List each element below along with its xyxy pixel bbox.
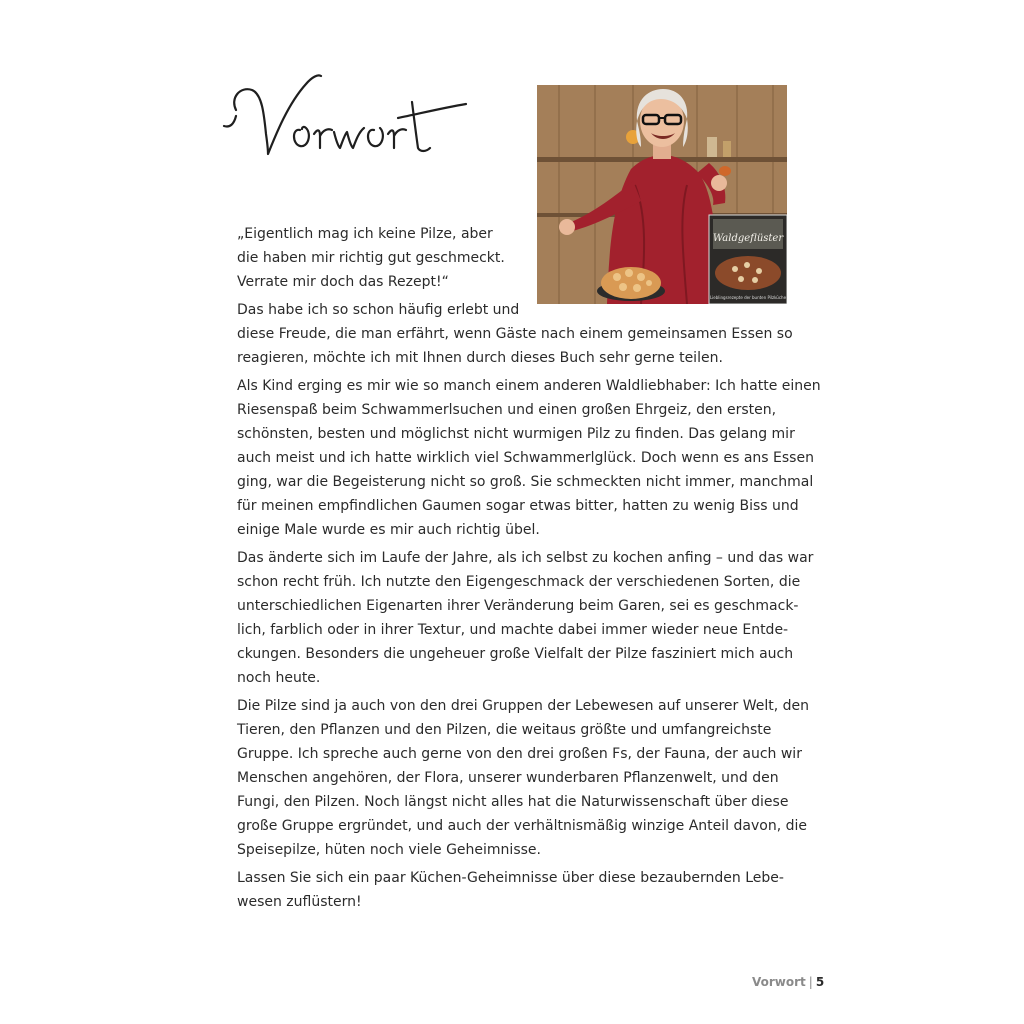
text-line: ging, war die Begeisterung nicht so groß. Sie schmeckten nicht immer, manchmal — [237, 474, 814, 490]
text-line: Die Pilze sind ja auch von den drei Gruppen der Lebewesen auf unserer Welt, den — [237, 698, 810, 714]
page-number: 5 — [815, 975, 825, 989]
text-line: schönsten, besten und möglichst nicht wurmigen Pilz zu finden. Das gelang mir — [237, 426, 795, 442]
text-line: noch heute. — [237, 670, 321, 686]
text-line: diese Freude, die man erfährt, wenn Gäste nach einem gemeinsamen Essen so — [237, 326, 793, 342]
text-line: Fungi, den Pilzen. Noch längst nicht alles hat die Naturwissenschaft über diese — [237, 794, 789, 810]
paragraph-5 — [237, 866, 797, 914]
quote-line: „Eigentlich mag ich keine Pilze, aber — [237, 226, 493, 242]
title-script-graphic — [222, 64, 472, 160]
text-line: große Gruppe ergründet, und auch der verhältnismäßig winzige Anteil davon, die — [237, 818, 807, 834]
book-cover-subtitle: Lieblingsrezepte der bunten Pilzküche — [709, 295, 787, 300]
paragraph-3 — [237, 546, 814, 690]
text-line: wesen zuflüstern! — [237, 894, 362, 910]
book-cover-title: Waldgeflüster — [712, 233, 784, 244]
body-text — [237, 222, 821, 918]
text-line: Riesenspaß beim Schwammerlsuchen und einen großen Ehrgeiz, den ersten, — [237, 402, 777, 418]
page-footer — [752, 973, 824, 991]
text-line: Das änderte sich im Laufe der Jahre, als ich selbst zu kochen anfing – und das war — [237, 550, 814, 566]
footer-chapter-title: Vorwort — [752, 975, 806, 989]
paragraph-1 — [237, 298, 797, 370]
footer-separator: | — [808, 975, 813, 989]
paragraph-2 — [237, 374, 821, 542]
intro-quote — [237, 222, 797, 294]
text-line: Lassen Sie sich ein paar Küchen-Geheimnisse über diese bezaubernden Lebe- — [237, 870, 784, 886]
page-title-script — [222, 64, 472, 160]
quote-line: Verrate mir doch das Rezept!“ — [237, 274, 449, 290]
text-line: Als Kind erging es mir wie so manch einem anderen Waldliebhaber: Ich hatte einen — [237, 378, 821, 394]
text-line: Das habe ich so schon häufig erlebt und — [237, 302, 520, 318]
text-line: Gruppe. Ich spreche auch gerne von den drei großen Fs, der Fauna, der auch wir — [237, 746, 802, 762]
text-line: schon recht früh. Ich nutzte den Eigengeschmack der verschiedenen Sorten, die — [237, 574, 801, 590]
text-line: Tieren, den Pflanzen und den Pilzen, die weitaus größte und umfangreichste — [237, 722, 772, 738]
text-line: lich, farblich oder in ihrer Textur, und machte dabei immer wieder neue Entde- — [237, 622, 789, 638]
text-line: Speisepilze, hüten noch viele Geheimnisse. — [237, 842, 541, 858]
text-line: einige Male wurde es mir auch richtig übel. — [237, 522, 540, 538]
text-line: ckungen. Besonders die ungeheuer große Vielfalt der Pilze fasziniert mich auch — [237, 646, 794, 662]
paragraph-4 — [237, 694, 810, 862]
text-line: Menschen angehören, der Flora, unserer wunderbaren Pflanzenwelt, und den — [237, 770, 779, 786]
text-line: auch meist und ich hatte wirklich viel Schwammerlglück. Doch wenn es ans Essen — [237, 450, 814, 466]
text-line: für meinen empfindlichen Gaumen sogar etwas bitter, hatten zu wenig Biss und — [237, 498, 799, 514]
text-line: reagieren, möchte ich mit Ihnen durch dieses Buch sehr gerne teilen. — [237, 350, 723, 366]
quote-line: die haben mir richtig gut geschmeckt. — [237, 250, 505, 266]
text-line: unterschiedlichen Eigenarten ihrer Veränderung beim Garen, sei es geschmack- — [237, 598, 799, 614]
